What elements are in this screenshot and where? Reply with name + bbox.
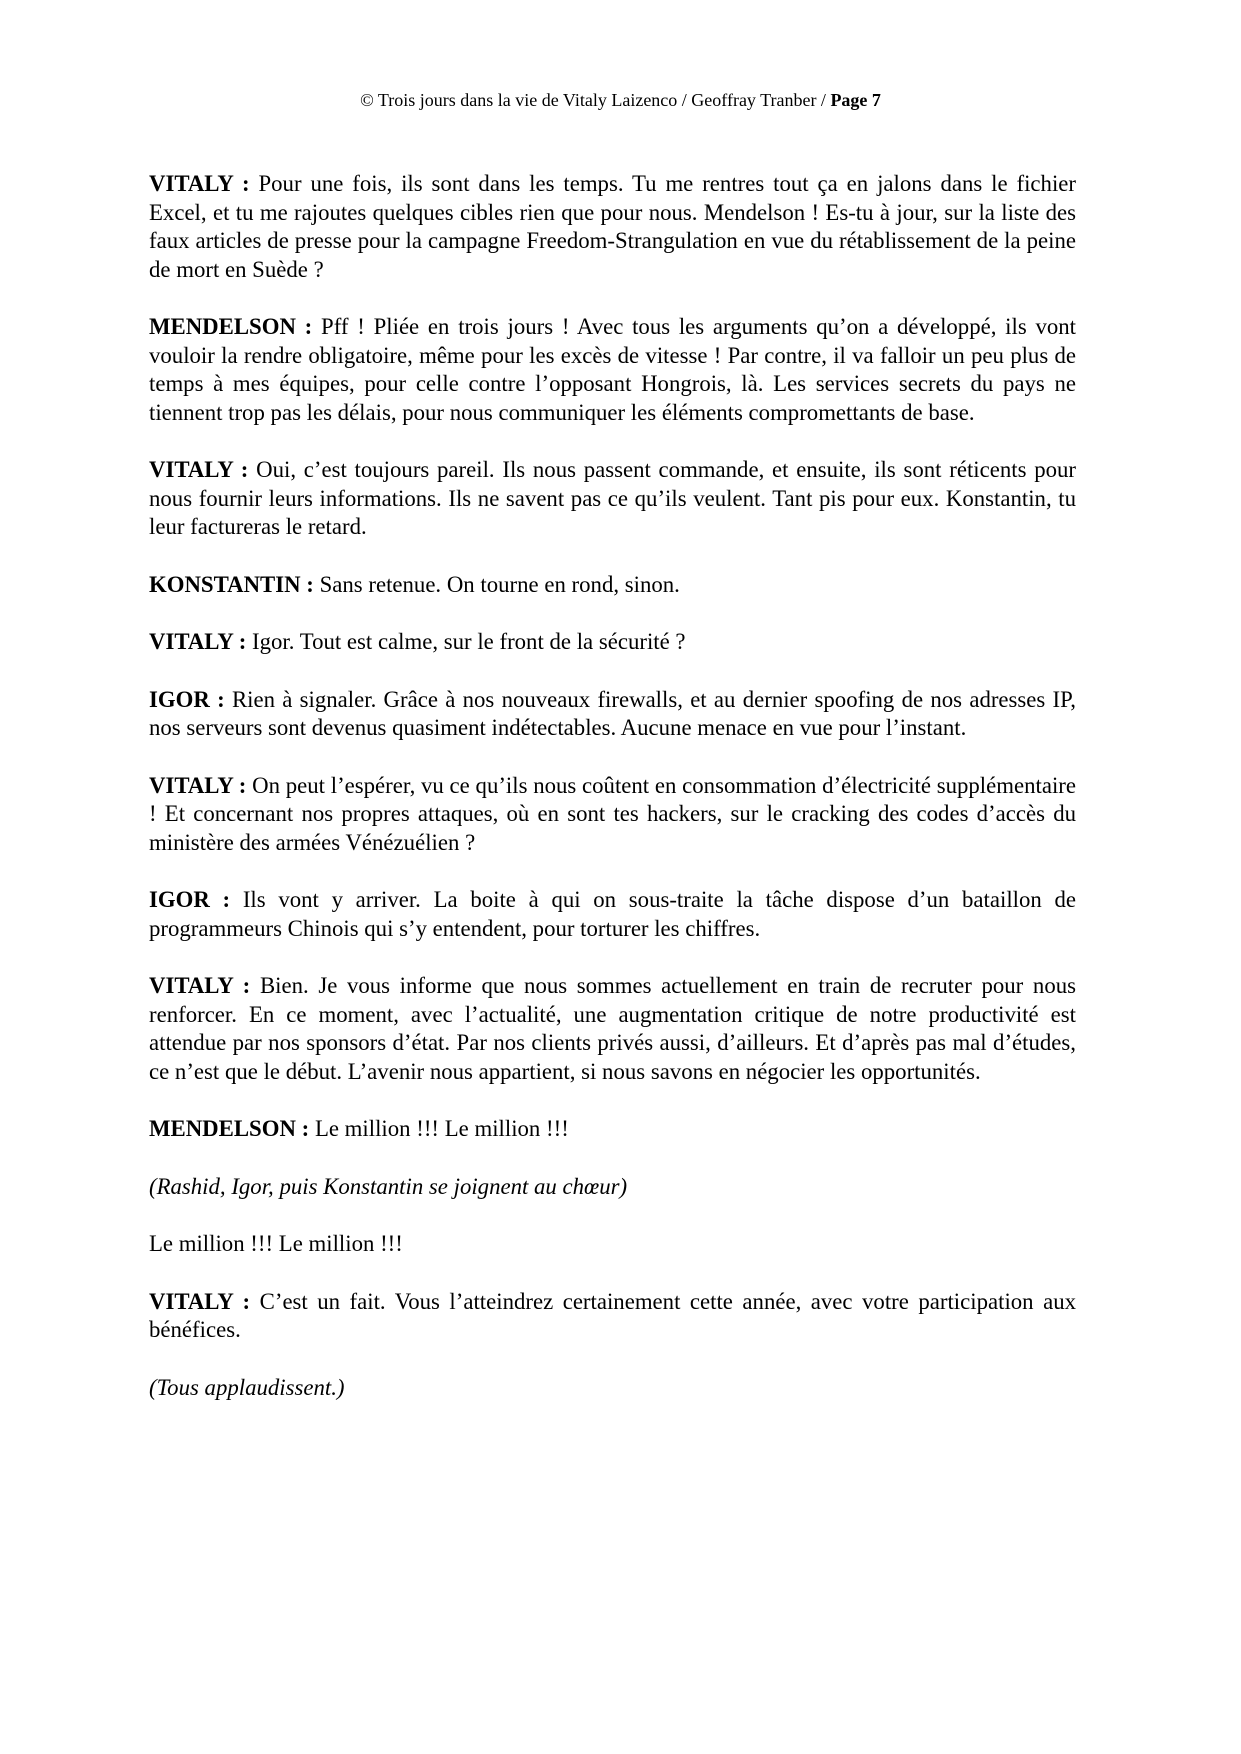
dialogue-line [149,456,1076,542]
stage-direction: (Tous applaudissent.) [149,1374,345,1400]
dialogue-line [149,972,1076,1086]
dialogue-line [149,1115,1076,1144]
dialogue-line [149,686,1076,743]
dialogue-line [149,571,1076,600]
page-header [0,88,1241,112]
header-copyright: © Trois jours dans la vie de Vitaly Laizenco / Geoffray Tranber / [360,90,826,110]
dialogue-text: Pff ! Pliée en trois jours ! Avec tous les arguments qu’on a développé, ils vont vouloir la rendre obligatoire, même pour les excès de vitesse ! Par contre, il va falloir un peu plus de temps à mes équipes, pour celle contre l’opposant Hongrois, là. Les services secrets du pays ne tiennent trop pas les délais, pour nous communiquer les éléments compromettants de base. [149,314,1076,425]
dialogue-text: Rien à signaler. Grâce à nos nouveaux firewalls, et au dernier spoofing de nos adresses IP, nos serveurs sont devenus quasiment indétectables. Aucune menace en vue pour l’instant. [149,686,1076,740]
dialogue-text: Bien. Je vous informe que nous sommes actuellement en train de recruter pour nous renforcer. En ce moment, avec l’actualité, une augmentation critique de notre productivité est attendue par nos sponsors d’état. Par nos clients privés aussi, d’ailleurs. Et d’après pas mal d’études, ce n’est que le début. L’avenir nous appartient, si nous savons en négocier les opportunités. [149,973,1076,1084]
dialogue-line [149,170,1076,284]
chorus-line: Le million !!! Le million !!! [149,1231,403,1256]
dialogue-text: Sans retenue. On tourne en rond, sinon. [319,571,680,597]
dialogue-text: Oui, c’est toujours pareil. Ils nous passent commande, et ensuite, ils sont réticents pour nous fournir leurs informations. Ils ne savent pas ce qu’ils veulent. Tant pis pour eux. Konstantin, tu leur factureras le retard. [149,457,1077,539]
speaker-name: MENDELSON : [149,314,313,339]
dialogue-text: Ils vont y arriver. La boite à qui on sous-traite la tâche dispose d’un bataillon de programmeurs Chinois qui s’y entendent, pour torturer les chiffres. [149,887,1077,941]
script-body [149,170,1076,1431]
speaker-name: MENDELSON : [149,1116,310,1141]
speaker-name: KONSTANTIN : [149,571,314,597]
speaker-name: VITALY : [149,171,250,196]
speaker-name: VITALY : [149,772,247,798]
speaker-name: IGOR : [149,686,225,712]
dialogue-line [149,313,1076,427]
dialogue-line [149,628,1076,657]
page-number: Page 7 [830,90,881,110]
speaker-name: VITALY : [149,629,247,654]
dialogue-text: C’est un fait. Vous l’atteindrez certainement cette année, avec votre participation aux bénéfices. [149,1288,1076,1342]
stage-direction: (Rashid, Igor, puis Konstantin se joignent au chœur) [149,1173,628,1199]
dialogue-text: Pour une fois, ils sont dans les temps. Tu me rentres tout ça en jalons dans le fichier Excel, et tu me rajoutes quelques cibles rien que pour nous. Mendelson ! Es-tu à jour, sur la liste des faux articles de presse pour la campagne Freedom-Strangulation en vue du rétablissement de la peine de mort en Suède ? [149,171,1076,282]
speaker-name: VITALY : [149,1288,251,1314]
speaker-name: VITALY : [149,457,249,482]
speaker-name: IGOR : [149,887,231,912]
speaker-name: VITALY : [149,973,251,998]
dialogue-text: On peut l’espérer, vu ce qu’ils nous coûtent en consommation d’électricité supplémentaire ! Et concernant nos propres attaques, où en sont tes hackers, sur le cracking des codes d’accès du ministère des armées Vénézuélien ? [149,772,1076,855]
dialogue-text: Le million !!! Le million !!! [314,1116,569,1141]
dialogue-line [149,1288,1076,1345]
dialogue-line [149,772,1076,858]
dialogue-text: Igor. Tout est calme, sur le front de la sécurité ? [252,629,686,654]
dialogue-line [149,886,1076,943]
